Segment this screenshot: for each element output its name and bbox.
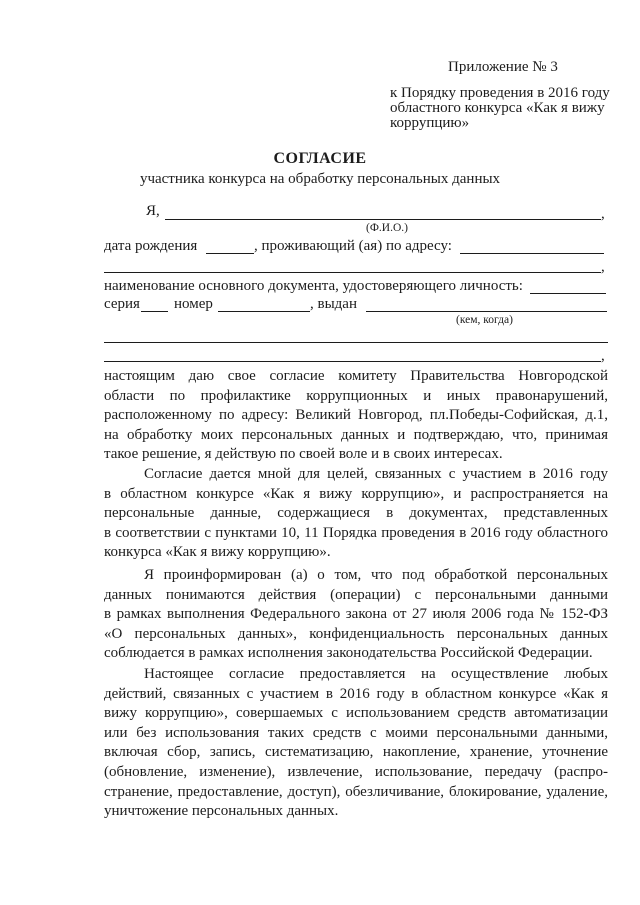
text-line: «О персональных данных», конфиденциальность персональных данных xyxy=(104,625,608,642)
text-line: в областном конкурсе «Как я вижу коррупцию», и распространяется на xyxy=(104,485,608,502)
issued-comma: , xyxy=(601,348,605,364)
series-label: серия xyxy=(104,296,140,312)
text-line: данных понимаются действия (операции) с персональными данными xyxy=(104,586,608,603)
text-line: Настоящее согласие предоставляется на осуществление любых xyxy=(144,666,608,682)
ya-label: Я, xyxy=(146,203,160,219)
text-line: включая сбор, запись, систематизацию, накопление, хранение, уточнение xyxy=(104,744,608,761)
residing-label: , проживающий (ая) по адресу: xyxy=(254,238,452,254)
annex-line-1: к Порядку проведения в 2016 году xyxy=(390,85,610,101)
annex-line-3: коррупцию» xyxy=(390,115,470,131)
text-line: вижу коррупцию», совершаемых с использованием средств автоматизации xyxy=(104,705,608,722)
document-subtitle: участника конкурса на обработку персональных данных xyxy=(139,171,501,187)
series-field[interactable] xyxy=(141,311,168,312)
text-line: расположенному по адресу: Великий Новгород, пл.Победы-Софийская, д.1, xyxy=(104,407,608,424)
text-line: (обновление, изменение), извлечение, использование, передачу (распро- xyxy=(104,763,608,780)
paragraph-scope xyxy=(104,665,608,822)
text-line: соблюдается в рамках исполнения законодательства Российской Федерации. xyxy=(104,645,593,662)
fio-caption: (Ф.И.О.) xyxy=(366,222,408,234)
id-document-field[interactable] xyxy=(530,293,606,294)
address-field-continued[interactable] xyxy=(104,272,601,273)
issued-caption: (кем, когда) xyxy=(456,314,513,326)
birth-date-field[interactable] xyxy=(206,253,254,254)
text-line: странение, предоставление, доступ), обезличивание, блокирование, удаление, xyxy=(104,783,608,800)
birth-date-label: дата рождения xyxy=(104,238,198,254)
text-line: Я проинформирован (а) о том, что под обработкой персональных xyxy=(144,567,608,583)
number-field[interactable] xyxy=(218,311,310,312)
fio-field[interactable] xyxy=(165,219,601,220)
text-line: Согласие дается мной для целей, связанных с участием в 2016 году xyxy=(144,466,608,482)
text-line: персональные данные, содержащиеся в документах, представленных xyxy=(104,505,608,522)
address-comma: , xyxy=(601,259,605,275)
paragraph-consent xyxy=(104,367,608,465)
text-line: действий, связанных с участием в 2016 году в областном конкурсе «Как я xyxy=(104,685,608,702)
paragraph-purpose xyxy=(104,465,608,563)
issued-field[interactable] xyxy=(366,311,607,312)
number-label: номер xyxy=(174,296,213,312)
text-line: уничтожение персональных данных. xyxy=(104,803,339,820)
issued-label: , выдан xyxy=(310,296,357,312)
document-title: СОГЛАСИЕ xyxy=(273,150,367,167)
id-document-label: наименование основного документа, удостоверяющего личность: xyxy=(104,278,523,294)
annex-line-2: областного конкурса «Как я вижу xyxy=(390,100,605,116)
text-line: конкурса «Как я вижу коррупцию». xyxy=(104,544,331,561)
text-line: или без использования таких средств с моими персональными данными, xyxy=(104,724,608,741)
annex-number: Приложение № 3 xyxy=(448,59,558,75)
text-line: области по профилактике коррупционных и иных правонарушений, xyxy=(104,387,608,404)
address-field[interactable] xyxy=(460,253,604,254)
text-line: в соответствии с пунктами 10, 11 Порядка проведения в 2016 году областного xyxy=(104,524,608,541)
text-line: на обработку моих персональных данных и подтверждаю, что, принимая xyxy=(104,426,608,443)
issued-field-continued-2[interactable] xyxy=(104,361,601,362)
annex-block xyxy=(390,60,610,131)
text-line: в рамках выполнения Федерального закона от 27 июля 2006 года № 152-ФЗ xyxy=(104,606,608,623)
paragraph-informed xyxy=(104,566,608,664)
issued-field-continued-1[interactable] xyxy=(104,342,608,343)
text-line: настоящим даю свое согласие комитету Правительства Новгородской xyxy=(104,368,608,384)
fio-comma: , xyxy=(601,206,605,222)
text-line: такое решение, я действую по своей воле и в своих интересах. xyxy=(104,446,503,463)
